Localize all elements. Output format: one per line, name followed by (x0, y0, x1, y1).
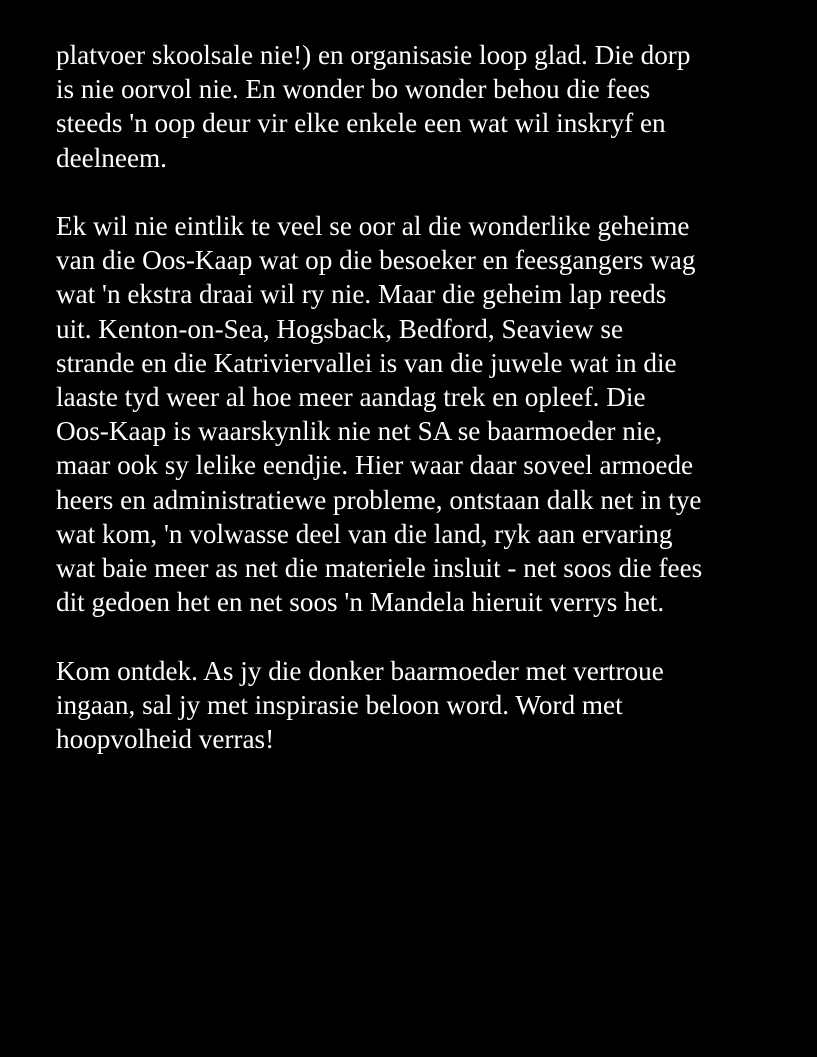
text-line: heers en administratiewe probleme, ontstaan dalk net in tye (56, 484, 702, 515)
text-line: Oos-Kaap is waarskynlik nie net SA se baarmoeder nie, (56, 416, 663, 447)
text-line: deelneem. (56, 142, 167, 173)
text-line: ingaan, sal jy met inspirasie beloon word. Word met (56, 689, 623, 720)
text-line: platvoer skoolsale nie!) en organisasie loop glad. Die dorp (56, 40, 691, 70)
text-line: Kom ontdek. As jy die donker baarmoeder met vertroue (56, 655, 664, 686)
text-line: is nie oorvol nie. En wonder bo wonder behou die fees (56, 74, 651, 105)
text-line: strande en die Katriviervallei is van die juwele wat in die (56, 347, 677, 378)
paragraph-1 (56, 38, 786, 175)
paragraph-3 (56, 654, 786, 757)
text-line: steeds 'n oop deur vir elke enkele een wat wil inskryf en (56, 108, 666, 139)
text-line: hoopvolheid verras! (56, 724, 275, 755)
text-line: Ek wil nie eintlik te veel se oor al die wonderlike geheime (56, 211, 690, 241)
text-line: dit gedoen het en net soos 'n Mandela hieruit verrys het. (56, 587, 665, 618)
text-line: laaste tyd weer al hoe meer aandag trek en opleef. Die (56, 382, 646, 413)
document-body (56, 38, 786, 790)
text-line: wat kom, 'n volwasse deel van die land, ryk aan ervaring (56, 518, 673, 549)
text-line: wat baie meer as net die materiele insluit - net soos die fees (56, 553, 703, 584)
text-line: maar ook sy lelike eendjie. Hier waar daar soveel armoede (56, 450, 694, 481)
paragraph-2 (56, 209, 786, 619)
text-line: uit. Kenton-on-Sea, Hogsback, Bedford, Seaview se (56, 313, 624, 344)
text-line: van die Oos-Kaap wat op die besoeker en feesgangers wag (56, 245, 696, 276)
text-line: wat 'n ekstra draai wil ry nie. Maar die geheim lap reeds (56, 279, 667, 310)
